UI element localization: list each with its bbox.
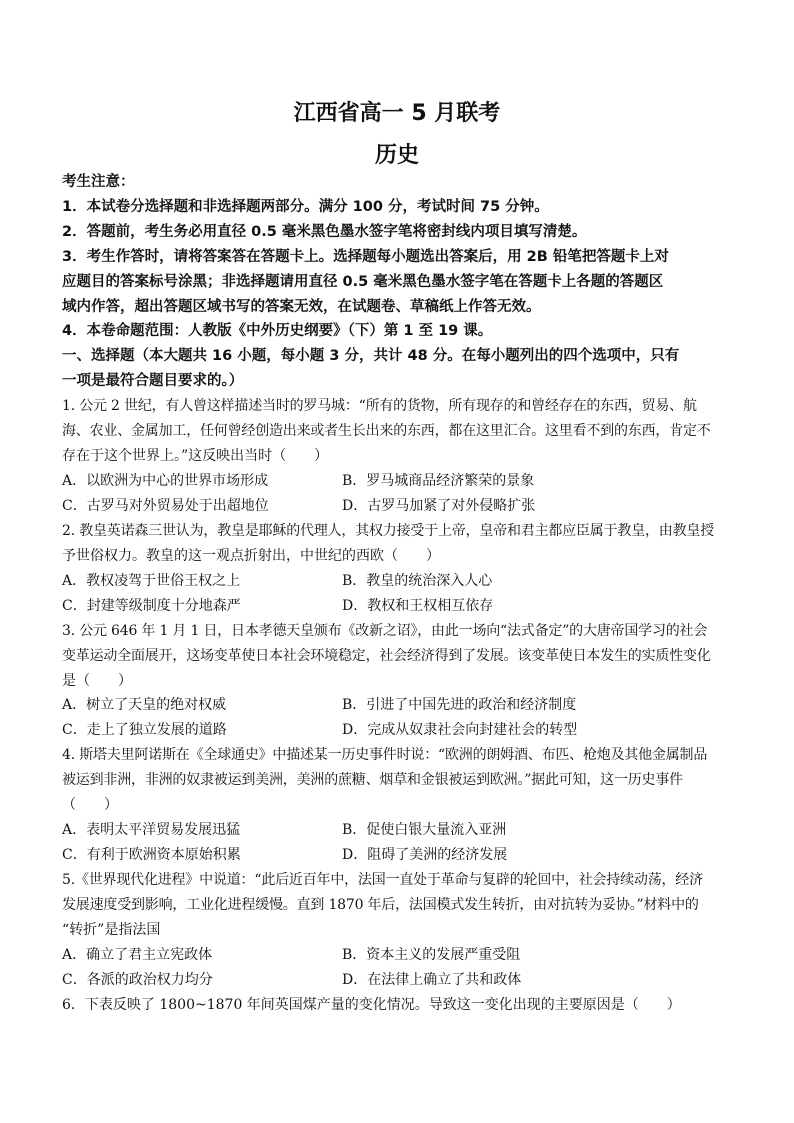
notice-item: 应题目的答案标号涂黑；非选择题请用直径 0.5 毫米黑色墨水签字笔在答题卡上各题的答题区: [62, 273, 664, 290]
option-d[interactable]: D．古罗马加紧了对外侵略扩张: [342, 497, 536, 514]
option-row: [62, 718, 732, 743]
option-row: [62, 594, 732, 619]
question-stem: 是（ ）: [62, 672, 132, 689]
option-b[interactable]: B．罗马城商品经济繁荣的景象: [342, 472, 535, 489]
question-5: [62, 868, 732, 993]
option-row: [62, 968, 732, 993]
option-row: [62, 494, 732, 519]
question-stem: “转折”是指法国: [62, 921, 161, 938]
question-stem: 3. 公元 646 年 1 月 1 日，日本孝德天皇颁布《改新之诏》，由此一场向“法式备定”的大唐帝国学习的社会: [62, 622, 708, 639]
question-stem: 6．下表反映了 1800~1870 年间英国煤产量的变化情况。导致这一变化出现的主要原因是（ ）: [62, 996, 681, 1013]
question-stem: 5.《世界现代化进程》中说道：“此后近百年中，法国一直处于革命与复辟的轮回中，社会持续动荡，经济: [62, 872, 703, 889]
exam-body: [62, 170, 732, 1018]
option-a[interactable]: A．确立了君主立宪政体: [62, 946, 213, 963]
question-2: [62, 519, 732, 619]
exam-title: 江西省高一 5 月联考: [293, 101, 501, 126]
question-stem: 4. 斯塔夫里阿诺斯在《全球通史》中描述某一历史事件时说：“欧洲的朗姆酒、布匹、枪炮及其他金属制品: [62, 747, 708, 764]
question-4: [62, 743, 732, 868]
option-c[interactable]: C．走上了独立发展的道路: [62, 722, 227, 739]
question-1: [62, 394, 732, 519]
option-d[interactable]: D．教权和王权相互依存: [342, 597, 494, 614]
question-stem: 被运到非洲，非洲的奴隶被运到美洲，美洲的蔗糖、烟草和金银被运到欧洲。”据此可知，这一历史事件: [62, 772, 683, 789]
question-stem: 变革运动全面展开，这场变革使日本社会环境稳定，社会经济得到了发展。该变革使日本发生的实质性变化: [62, 647, 711, 664]
option-d[interactable]: D．在法律上确立了共和政体: [342, 971, 522, 988]
option-a[interactable]: A．树立了天皇的绝对权威: [62, 697, 227, 714]
notice-item: 3．考生作答时，请将答案答在答题卡上。选择题每小题选出答案后，用 2B 铅笔把答题卡上对: [62, 248, 669, 265]
option-row: [62, 569, 732, 594]
option-b[interactable]: B．引进了中国先进的政治和经济制度: [342, 697, 577, 714]
option-row: [62, 818, 732, 843]
option-c[interactable]: C．封建等级制度十分地森严: [62, 597, 241, 614]
section-heading-cont: 一项是最符合题目要求的。）: [62, 373, 244, 390]
question-stem: 存在于这个世界上。”这反映出当时（ ）: [62, 447, 329, 464]
question-stem: 予世俗权力。教皇的这一观点折射出，中世纪的西欧（ ）: [62, 547, 440, 564]
option-b[interactable]: B．教皇的统治深入人心: [342, 572, 493, 589]
option-b[interactable]: B．资本主义的发展严重受阻: [342, 946, 521, 963]
option-d[interactable]: D．阻碍了美洲的经济发展: [342, 847, 508, 864]
option-a[interactable]: A．教权凌驾于世俗王权之上: [62, 572, 241, 589]
option-c[interactable]: C．有利于欧洲资本原始积累: [62, 847, 241, 864]
notice-item: 域内作答，超出答题区域书写的答案无效，在试题卷、草稿纸上作答无效。: [62, 298, 541, 315]
question-stem: （ ）: [62, 797, 118, 814]
notice-item: 4．本卷命题范围：人教版《中外历史纲要》（下）第 1 至 19 课。: [62, 323, 493, 340]
notice-heading: 考生注意：: [62, 174, 135, 190]
option-row: [62, 943, 732, 968]
notice-item: 2．答题前，考生务必用直径 0.5 毫米黑色墨水签字笔将密封线内项目填写清楚。: [62, 223, 587, 240]
option-d[interactable]: D．完成从奴隶社会向封建社会的转型: [342, 722, 578, 739]
option-a[interactable]: A．以欧洲为中心的世界市场形成: [62, 472, 269, 489]
section-heading: 一、选择题（本大题共 16 小题，每小题 3 分，共计 48 分。在每小题列出的四个选项中，只有: [62, 348, 680, 365]
question-stem: 1. 公元 2 世纪，有人曾这样描述当时的罗马城：“所有的货物，所有现存的和曾经存在的东西，贸易、航: [62, 398, 697, 415]
option-c[interactable]: C．古罗马对外贸易处于出超地位: [62, 497, 269, 514]
option-a[interactable]: A．表明太平洋贸易发展迅猛: [62, 822, 241, 839]
option-row: [62, 693, 732, 718]
option-row: [62, 469, 732, 494]
option-row: [62, 843, 732, 868]
option-c[interactable]: C．各派的政治权力均分: [62, 971, 213, 988]
question-stem: 发展速度受到影响，工业化进程缓慢。直到 1870 年后，法国模式发生转折，由对抗转为妥协。”材料中的: [62, 897, 699, 914]
question-stem: 2. 教皇英诺森三世认为，教皇是耶稣的代理人，其权力接受于上帝，皇帝和君主都应臣属于教皇，由教皇授: [62, 522, 715, 539]
option-b[interactable]: B．促使白银大量流入亚洲: [342, 822, 507, 839]
subject-title: 历史: [374, 143, 419, 168]
question-6: [62, 993, 732, 1018]
question-stem: 海、农业、金属加工，任何曾经创造出来或者生长出来的东西，都在这里汇合。这里看不到的东西，肯定不: [62, 423, 711, 440]
question-3: [62, 619, 732, 744]
notice-item: 1．本试卷分选择题和非选择题两部分。满分 100 分，考试时间 75 分钟。: [62, 198, 549, 215]
